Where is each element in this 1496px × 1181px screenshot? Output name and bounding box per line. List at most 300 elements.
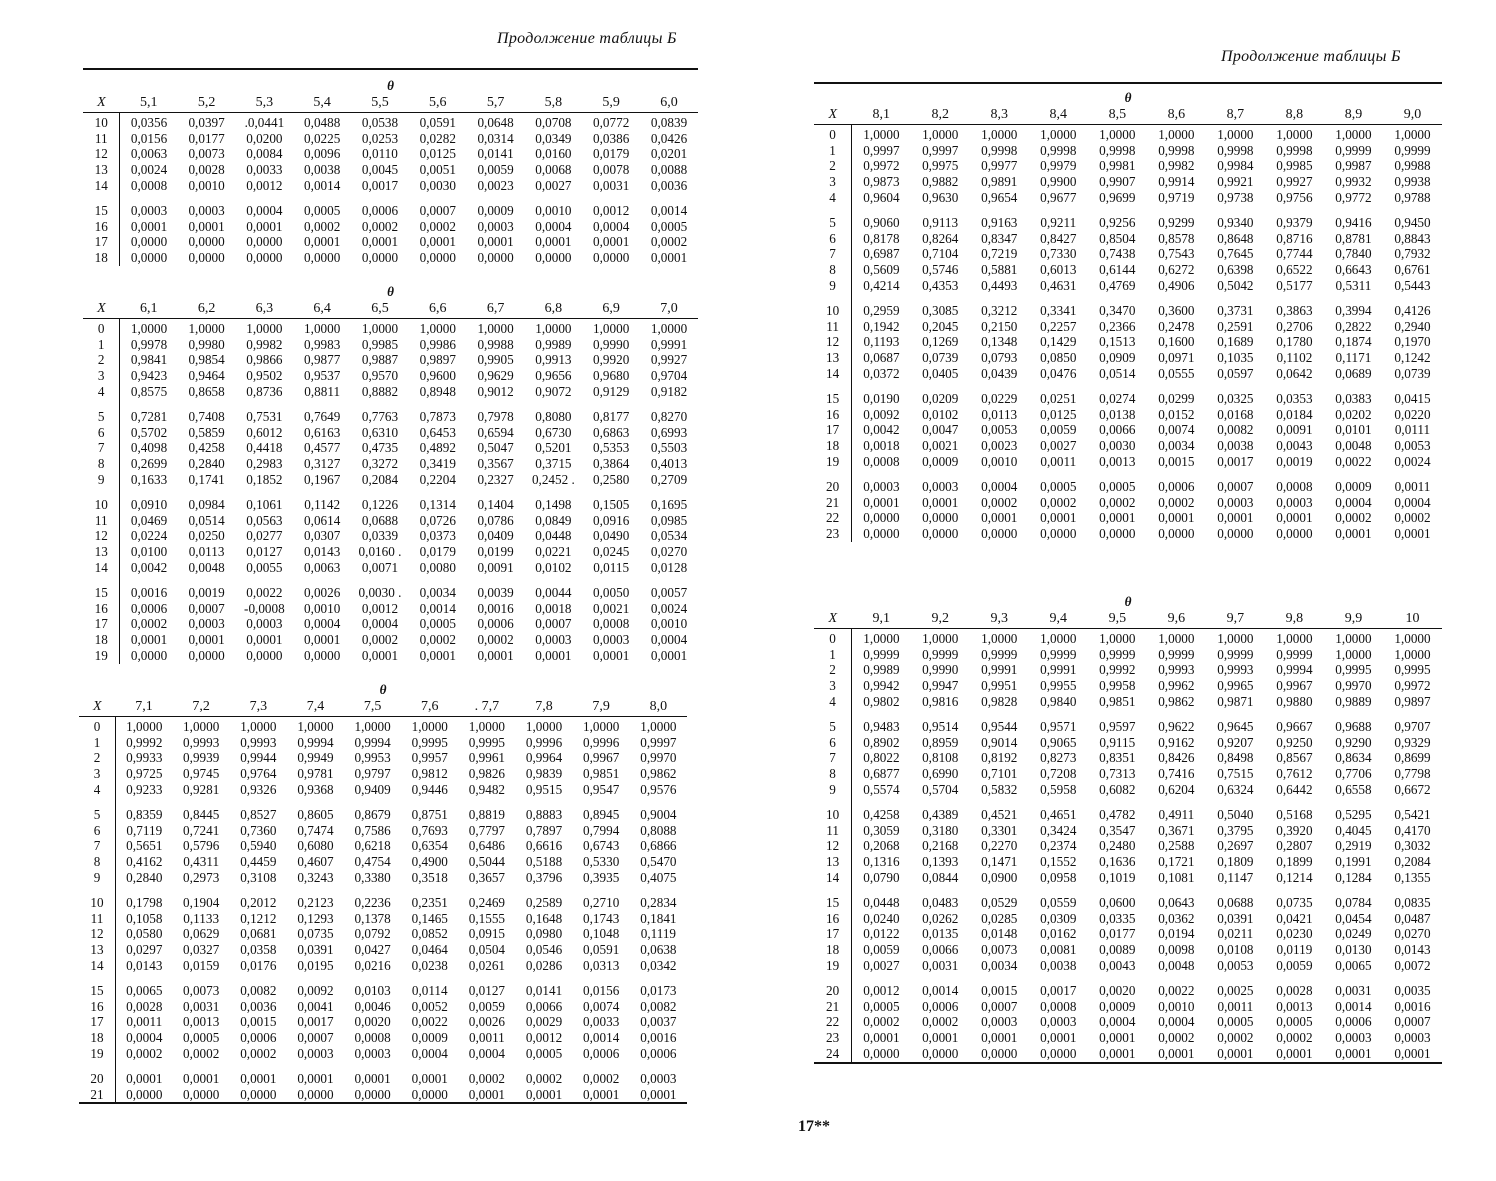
probability-cell: 0,0004	[411, 1045, 448, 1061]
probability-cell: 0,9862	[1158, 693, 1195, 709]
probability-cell: 0,0001	[188, 218, 225, 234]
probability-cell: 0,0002	[183, 1045, 220, 1061]
probability-cell: 0,9897	[1394, 693, 1431, 709]
probability-cell: 0,5859	[188, 424, 225, 440]
probability-cell: 0,4892	[419, 440, 456, 456]
probability-cell: 0,0022	[246, 584, 283, 600]
probability-cell: 0,9797	[354, 766, 391, 782]
probability-cell: 0,2204	[419, 471, 456, 487]
x-value: 11	[814, 319, 852, 335]
table-row	[83, 250, 698, 266]
x-value: 14	[814, 870, 852, 886]
probability-cell: 0,9990	[593, 336, 630, 352]
x-value: 7	[79, 838, 115, 854]
x-value: 7	[814, 750, 852, 766]
probability-cell: 0,9866	[246, 352, 283, 368]
probability-cell: 0,7645	[1217, 246, 1254, 262]
probability-cell: 0,3795	[1217, 822, 1254, 838]
probability-cell: 0,1513	[1099, 334, 1136, 350]
probability-cell: 0,9927	[650, 352, 688, 368]
probability-cell: 0,7932	[1394, 246, 1431, 262]
probability-cell: 0,0000	[130, 250, 168, 266]
probability-cell: 0,4389	[922, 806, 959, 822]
probability-cell: 0,5295	[1335, 806, 1372, 822]
theta-column-header: 8,7	[1206, 106, 1265, 125]
probability-cell: 0,0397	[188, 114, 225, 130]
probability-cell: 0,0270	[650, 544, 688, 560]
probability-cell: 0,0001	[1335, 526, 1372, 542]
x-value: 15	[79, 983, 115, 999]
probability-cell: 0,0002	[650, 234, 688, 250]
probability-cell: 0,9764	[240, 766, 277, 782]
probability-cell: 0,5574	[863, 781, 900, 797]
probability-cell: 0,9994	[297, 734, 334, 750]
probability-cell: 0,0007	[981, 998, 1018, 1014]
probability-cell: 0,9999	[1099, 646, 1136, 662]
probability-cell: 0,9745	[183, 766, 220, 782]
top-rule	[83, 68, 698, 70]
probability-cell: 0,0042	[130, 559, 168, 575]
probability-cell: 0,0177	[1099, 926, 1136, 942]
probability-cell: 0,0006	[361, 202, 399, 218]
probability-cell: 0,0000	[477, 250, 514, 266]
x-value: 8	[814, 766, 852, 782]
theta-column-header: 7,1	[115, 698, 172, 717]
probability-cell: 0,0534	[650, 528, 688, 544]
probability-cell: 0,0000	[304, 250, 341, 266]
probability-cell: 0,7693	[411, 822, 448, 838]
probability-cell: 0,0448	[863, 894, 900, 910]
probability-cell: 0,0003	[188, 202, 225, 218]
probability-cell: 0,9961	[468, 750, 506, 766]
probability-cell: 0,0739	[922, 350, 959, 366]
probability-cell: 0,5940	[240, 838, 277, 854]
probability-cell: 0,8347	[981, 230, 1018, 246]
table-block-theta-8-9	[814, 90, 1442, 542]
probability-cell: 0,0426	[650, 130, 688, 146]
probability-cell: 0,9072	[535, 383, 572, 399]
x-value: 8	[814, 262, 852, 278]
probability-cell: 0,0487	[1394, 910, 1431, 926]
probability-cell: 0,3127	[304, 456, 341, 472]
probability-cell: 0,6012	[246, 424, 283, 440]
theta-column-header: 8,5	[1088, 106, 1147, 125]
probability-cell: 0,2236	[354, 894, 391, 910]
table-row	[814, 158, 1442, 174]
probability-cell: 0,0043	[1276, 438, 1313, 454]
table-row	[79, 1071, 687, 1087]
theta-column-header: 7,5	[344, 698, 401, 717]
probability-cell: 0,5040	[1217, 806, 1254, 822]
probability-cell: 0,1636	[1099, 854, 1136, 870]
probability-cell: 0,9656	[535, 368, 572, 384]
probability-cell: 0,0327	[183, 942, 220, 958]
probability-cell: 1,0000	[126, 718, 163, 734]
probability-cell: 0,9816	[922, 693, 959, 709]
table-row	[83, 585, 698, 601]
table-row	[814, 366, 1442, 382]
row-gap	[852, 710, 1442, 719]
probability-cell: 0,9012	[477, 383, 514, 399]
probability-cell: 0,9957	[411, 750, 448, 766]
probability-cell: 0,0000	[304, 647, 341, 663]
probability-cell: 0,0034	[1158, 438, 1195, 454]
x-value: 21	[814, 495, 852, 511]
probability-cell: 0,2045	[922, 318, 959, 334]
probability-cell: 0,9514	[922, 718, 959, 734]
row-gap	[115, 974, 687, 983]
probability-cell: 0,8736	[246, 383, 283, 399]
probability-cell: 0,0000	[1040, 1045, 1077, 1061]
x-value: 0	[79, 716, 115, 734]
table-row	[79, 983, 687, 999]
probability-cell: 1,0000	[1217, 630, 1254, 646]
x-value: 17	[83, 234, 120, 250]
theta-column-header: 5,6	[409, 94, 467, 113]
table-row	[814, 124, 1442, 142]
probability-cell: 0,9905	[477, 352, 514, 368]
probability-cell: 1,0000	[1335, 630, 1372, 646]
probability-cell: 0,2919	[1335, 838, 1372, 854]
probability-cell: 0,3085	[922, 302, 959, 318]
probability-cell: 0,5353	[593, 440, 630, 456]
table-row	[814, 278, 1442, 294]
table-row	[814, 190, 1442, 206]
probability-cell: 0,8882	[361, 383, 399, 399]
table-row	[79, 926, 687, 942]
probability-cell: 0,0681	[240, 926, 277, 942]
probability-cell: 0,0010	[650, 616, 688, 632]
probability-cell: 0,0113	[188, 544, 225, 560]
table-block-theta-9-10	[814, 594, 1442, 1064]
table-row	[814, 246, 1442, 262]
probability-cell: 0,7586	[354, 822, 391, 838]
probability-cell: 0,0001	[419, 234, 456, 250]
table-row	[814, 479, 1442, 495]
probability-cell: 0,0143	[304, 544, 341, 560]
probability-cell: 0,0051	[419, 162, 456, 178]
probability-cell: 0,0017	[1217, 453, 1254, 469]
probability-cell: 0,4098	[130, 440, 168, 456]
probability-cell: 0,0016	[640, 1030, 677, 1046]
probability-cell: 0,0220	[1394, 406, 1431, 422]
probability-cell: 0,1841	[640, 910, 677, 926]
probability-cell: 0,2840	[188, 456, 225, 472]
probability-cell: 0,3341	[1040, 302, 1077, 318]
probability-cell: 0,0358	[240, 942, 277, 958]
probability-cell: 0,0053	[981, 422, 1018, 438]
x-value: 21	[79, 1087, 115, 1103]
probability-cell: 0,0001	[361, 234, 399, 250]
probability-cell: 0,0353	[1276, 390, 1313, 406]
probability-cell: 0,1429	[1040, 334, 1077, 350]
probability-cell: 0,0000	[1217, 526, 1254, 542]
probability-cell: 0,6761	[1394, 262, 1431, 278]
probability-cell: 0,9211	[1040, 214, 1077, 230]
probability-cell: 0,0003	[477, 218, 514, 234]
probability-cell: 0,0005	[650, 218, 688, 234]
row-gap	[852, 382, 1442, 391]
probability-cell: 0,4170	[1394, 822, 1431, 838]
table-row	[79, 838, 687, 854]
table-row	[83, 632, 698, 648]
probability-cell: 0,2084	[361, 471, 399, 487]
probability-cell: 0,0591	[419, 114, 456, 130]
probability-cell: 0,0038	[1217, 438, 1254, 454]
probability-cell: 0,0071	[361, 559, 399, 575]
x-value: 12	[814, 334, 852, 350]
probability-cell: 0,0559	[1040, 894, 1077, 910]
probability-cell: 0,1780	[1276, 334, 1313, 350]
probability-cell: 0,0006	[640, 1045, 677, 1061]
theta-column-header: 5,5	[351, 94, 409, 113]
probability-cell: 0,9972	[863, 158, 900, 174]
probability-cell: 0,7744	[1276, 246, 1313, 262]
table-row	[83, 384, 698, 400]
probability-cell: 0,9880	[1276, 693, 1313, 709]
x-value: 5	[814, 215, 852, 231]
probability-cell: 0,0003	[535, 632, 572, 648]
probability-cell: 0,0190	[863, 390, 900, 406]
probability-cell: 0,8192	[981, 750, 1018, 766]
probability-cell: 0,9326	[240, 781, 277, 797]
probability-cell: 0,9995	[1394, 662, 1431, 678]
probability-cell: 0,0001	[361, 647, 399, 663]
x-column-header: X	[814, 610, 852, 629]
probability-cell: 0,9576	[640, 781, 677, 797]
probability-cell: 0,0216	[354, 957, 391, 973]
probability-cell: 0,7408	[188, 408, 225, 424]
probability-cell: 0,0835	[1394, 894, 1431, 910]
probability-cell: 0,0179	[593, 146, 630, 162]
probability-cell: 0,0001	[354, 1070, 391, 1086]
probability-cell: 0,0000	[981, 526, 1018, 542]
probability-cell: 0,4911	[1158, 806, 1195, 822]
probability-cell: 0,9992	[1099, 662, 1136, 678]
probability-cell: 0,0006	[583, 1045, 620, 1061]
theta-column-header: 9,3	[970, 610, 1029, 629]
probability-cell: 0,0003	[246, 616, 283, 632]
theta-label: θ	[1124, 90, 1132, 105]
probability-cell: 0,0580	[126, 926, 163, 942]
theta-column-header: 5,1	[120, 94, 178, 113]
probability-cell: 0,9995	[1335, 662, 1372, 678]
probability-cell: 0,0958	[1040, 869, 1077, 885]
probability-cell: 0,0012	[361, 600, 399, 616]
probability-cell: 0,0563	[246, 512, 283, 528]
probability-cell: 0,0225	[304, 130, 341, 146]
probability-cell: 0,0141	[477, 146, 514, 162]
probability-cell: 0,0156	[583, 982, 620, 998]
x-value: 14	[83, 560, 120, 576]
table-row	[83, 425, 698, 441]
probability-cell: 0,0415	[1394, 390, 1431, 406]
probability-cell: 0,0005	[863, 998, 900, 1014]
probability-cell: 0,8264	[922, 230, 959, 246]
probability-cell: 0,0199	[477, 544, 514, 560]
x-value: 18	[814, 438, 852, 454]
theta-column-header: 8,6	[1147, 106, 1206, 125]
x-value: 10	[79, 895, 115, 911]
table-row	[814, 174, 1442, 190]
probability-cell: 0,0195	[297, 957, 334, 973]
probability-cell: 0,9699	[1099, 189, 1136, 205]
probability-cell: 0,9162	[1158, 734, 1195, 750]
probability-cell: 0,5704	[922, 781, 959, 797]
probability-cell: 0,1393	[922, 854, 959, 870]
probability-cell: 0,0092	[297, 982, 334, 998]
probability-cell: 0,0041	[297, 998, 334, 1014]
probability-cell: 0,0012	[246, 177, 283, 193]
probability-cell: 0,0004	[468, 1045, 506, 1061]
probability-cell: 0,0004	[246, 202, 283, 218]
probability-cell: 0,0011	[1040, 453, 1077, 469]
probability-cell: 0,7649	[304, 408, 341, 424]
probability-cell: 0,3731	[1217, 302, 1254, 318]
x-value: 13	[83, 544, 120, 560]
probability-cell: 0,0003	[1217, 494, 1254, 510]
probability-cell: 0,0003	[130, 202, 168, 218]
probability-cell: 0,0001	[411, 1070, 448, 1086]
probability-cell: 0,0000	[411, 1086, 448, 1102]
x-value: 2	[83, 352, 120, 368]
probability-cell: 0,0014	[1335, 998, 1372, 1014]
probability-cell: 0,9450	[1394, 214, 1431, 230]
probability-cell: 0,1648	[525, 910, 563, 926]
probability-cell: 0,5470	[640, 854, 677, 870]
probability-cell: 0,7873	[419, 408, 456, 424]
x-value: 12	[79, 926, 115, 942]
probability-cell: 0,0179	[419, 544, 456, 560]
probability-cell: 0,1552	[1040, 854, 1077, 870]
probability-cell: 0,8273	[1040, 750, 1077, 766]
table-row	[79, 750, 687, 766]
probability-cell: 1,0000	[863, 126, 900, 142]
probability-cell: 0,1212	[240, 910, 277, 926]
probability-cell: 0,0002	[525, 1070, 563, 1086]
theta-column-header: 9,8	[1265, 610, 1324, 629]
x-value: 22	[814, 510, 852, 526]
probability-cell: 0,0006	[1158, 478, 1195, 494]
probability-cell: 1,0000	[1040, 126, 1077, 142]
table-row	[83, 112, 698, 130]
probability-cell: 0,0101	[1335, 422, 1372, 438]
probability-cell: 0,0024	[130, 162, 168, 178]
probability-cell: 0,9862	[640, 766, 677, 782]
probability-cell: 0,0002	[240, 1045, 277, 1061]
probability-cell: 0,3715	[535, 456, 572, 472]
probability-cell: 0,9994	[1276, 662, 1313, 678]
probability-cell: 0,2123	[297, 894, 334, 910]
probability-cell: 0,0000	[1276, 526, 1313, 542]
probability-cell: 0,9993	[183, 734, 220, 750]
probability-cell: 0,0002	[419, 632, 456, 648]
probability-cell: 0,5047	[477, 440, 514, 456]
probability-cell: 0,0405	[922, 365, 959, 381]
probability-cell: 0,7313	[1099, 766, 1136, 782]
row-gap	[115, 886, 687, 895]
probability-cell: 0,0026	[468, 1014, 506, 1030]
probability-cell: 0,0002	[583, 1070, 620, 1086]
probability-cell: 0,0488	[304, 114, 341, 130]
probability-cell: 0,6877	[863, 766, 900, 782]
table-row	[814, 303, 1442, 319]
probability-cell: 0,1171	[1335, 350, 1372, 366]
probability-cell: 0,6080	[297, 838, 334, 854]
probability-cell: 0,9887	[361, 352, 399, 368]
probability-cell: 0,0003	[593, 632, 630, 648]
probability-cell: 0,0048	[1158, 957, 1195, 973]
probability-cell: 0,0614	[304, 512, 341, 528]
probability-cell: 0,0001	[535, 234, 572, 250]
row-gap	[83, 488, 120, 497]
probability-cell: 0,3380	[354, 869, 391, 885]
probability-cell: 0,0421	[1276, 910, 1313, 926]
probability-cell: 0,0078	[593, 162, 630, 178]
probability-cell: 0,9932	[1335, 174, 1372, 190]
table-block-theta-5-6	[83, 78, 698, 266]
table-row	[814, 838, 1442, 854]
probability-cell: 0,0066	[1099, 422, 1136, 438]
theta-column-header: 8,1	[852, 106, 911, 125]
probability-cell: 0,8351	[1099, 750, 1136, 766]
probability-cell: 0,9970	[1335, 678, 1372, 694]
probability-cell: 0,4754	[354, 854, 391, 870]
probability-cell: 0,0002	[1276, 1030, 1313, 1046]
table-row	[83, 648, 698, 664]
probability-cell: 0,0006	[922, 998, 959, 1014]
table-row	[814, 391, 1442, 407]
right-page	[748, 0, 1496, 1181]
x-value: 13	[814, 350, 852, 366]
probability-cell: 0,7330	[1040, 246, 1077, 262]
probability-cell: 0,9987	[1335, 158, 1372, 174]
probability-cell: 0,0439	[981, 365, 1018, 381]
probability-cell: 0,0022	[1158, 982, 1195, 998]
probability-cell: 0,1689	[1217, 334, 1254, 350]
probability-cell: 1,0000	[640, 718, 677, 734]
probability-cell: 0,2068	[863, 838, 900, 854]
probability-cell: 0,0110	[362, 146, 398, 162]
probability-cell: 0,0001	[188, 632, 225, 648]
x-column-header: X	[814, 106, 852, 125]
probability-cell: 0,0008	[1040, 998, 1077, 1014]
probability-cell: 0,0202	[1335, 406, 1372, 422]
table-row	[814, 628, 1442, 646]
probability-cell: 0,9998	[1158, 142, 1195, 158]
table-row	[814, 662, 1442, 678]
probability-cell: 0,0004	[1394, 494, 1431, 510]
probability-cell: 0,0274	[1099, 390, 1136, 406]
probability-cell: 0,0642	[1276, 365, 1313, 381]
probability-cell: 0,2710	[583, 894, 620, 910]
probability-cell: 0,7474	[297, 822, 334, 838]
probability-cell: 0,0066	[922, 942, 959, 958]
x-value: 2	[814, 662, 852, 678]
probability-cell: 0,6987	[863, 246, 900, 262]
probability-cell: 0,0209	[922, 390, 959, 406]
probability-cell: 0,0055	[246, 559, 283, 575]
probability-cell: 0,6743	[583, 838, 620, 854]
table-row	[83, 456, 698, 472]
probability-cell: 0,5311	[1335, 277, 1372, 293]
row-gap	[83, 576, 120, 585]
probability-cell: 0,0031	[183, 998, 220, 1014]
probability-cell: 0,0001	[593, 647, 630, 663]
probability-cell: 0,2834	[640, 894, 677, 910]
probability-cell: 0,6324	[1217, 781, 1254, 797]
probability-cell: 0,0023	[981, 438, 1018, 454]
